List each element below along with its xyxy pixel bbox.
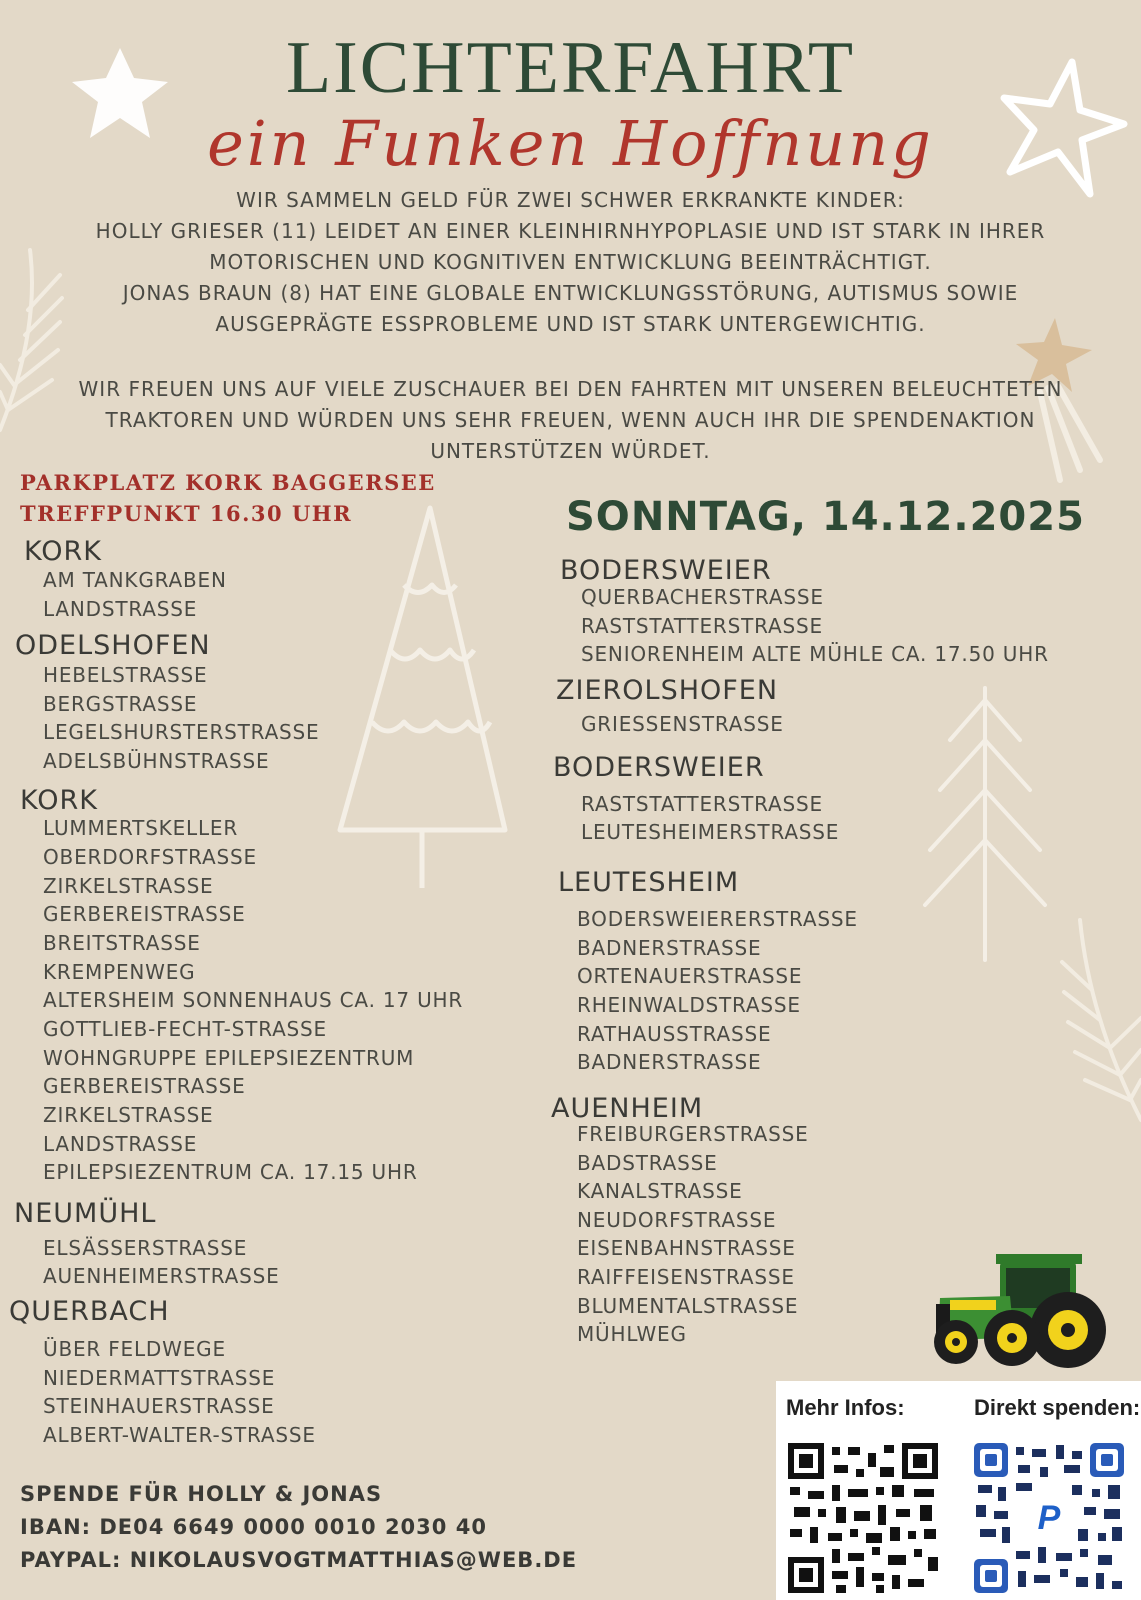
route-street: STEINHAUERSTRASSE xyxy=(43,1394,275,1418)
route-street: RAIFFEISENSTRASSE xyxy=(577,1265,795,1289)
route-street: ELSÄSSERSTRASSE xyxy=(43,1236,248,1260)
qr-donate-label: Direkt spenden: xyxy=(974,1395,1141,1420)
route-location: BODERSWEIER xyxy=(560,555,772,586)
route-location: BODERSWEIER xyxy=(553,752,765,783)
route-location: ODELSHOFEN xyxy=(15,630,211,661)
intro-line: WIR FREUEN UNS AUF VIELE ZUSCHAUER BEI DEN FAHRTEN MIT UNSEREN BELEUCHTETEN xyxy=(78,377,1063,401)
svg-text:P: P xyxy=(1037,1499,1061,1537)
route-street: RASTSTATTERSTRASSE xyxy=(581,614,823,638)
route-street: BADNERSTRASSE xyxy=(577,936,762,960)
route-location: ZIEROLSHOFEN xyxy=(556,675,779,706)
route-street: RASTSTATTERSTRASSE xyxy=(581,792,823,816)
route-street: ALBERT-WALTER-STRASSE xyxy=(43,1423,316,1447)
route-street: NIEDERMATTSTRASSE xyxy=(43,1366,276,1390)
route-street: ALTERSHEIM SONNENHAUS CA. 17 UHR xyxy=(43,988,464,1012)
event-date: SONNTAG, 14.12.2025 xyxy=(566,494,1085,540)
meeting-time: TREFFPUNKT 16.30 UHR xyxy=(20,501,353,526)
fern-branch-right-icon xyxy=(1062,920,1141,1120)
route-street: EPILEPSIEZENTRUM CA. 17.15 UHR xyxy=(43,1160,418,1184)
qr-info-label: Mehr Infos: xyxy=(786,1395,905,1420)
route-street: EISENBAHNSTRASSE xyxy=(577,1236,796,1260)
route-location: KORK xyxy=(24,536,102,567)
route-street: BODERSWEIERERSTRASSE xyxy=(577,907,858,931)
route-street: FREIBURGERSTRASSE xyxy=(577,1122,809,1146)
route-street: GOTTLIEB-FECHT-STRASSE xyxy=(43,1017,327,1041)
page-subtitle: ein Funken Hoffnung xyxy=(207,107,934,180)
route-street: AM TANKGRABEN xyxy=(43,568,227,592)
route-street: LEUTESHEIMERSTRASSE xyxy=(581,820,840,844)
route-street: BERGSTRASSE xyxy=(43,692,198,716)
intro-line: TRAKTOREN UND WÜRDEN UNS SEHR FREUEN, WENN AUCH IHR DIE SPENDENAKTION xyxy=(105,408,1036,432)
donation-heading: SPENDE FÜR HOLLY & JONAS xyxy=(20,1482,383,1506)
page-title: LICHTERFAHRT xyxy=(285,27,856,109)
route-street: LUMMERTSKELLER xyxy=(43,816,239,840)
intro-line: MOTORISCHEN UND KOGNITIVEN ENTWICKLUNG BEEINTRÄCHTIGT. xyxy=(209,250,932,274)
route-street: RHEINWALDSTRASSE xyxy=(577,993,801,1017)
route-street: BADSTRASSE xyxy=(577,1151,718,1175)
tractor-icon xyxy=(934,1254,1106,1368)
donation-paypal: PAYPAL: NIKOLAUSVOGTMATTHIAS@WEB.DE xyxy=(20,1548,578,1572)
route-street: BREITSTRASSE xyxy=(43,931,201,955)
route-street: ZIRKELSTRASSE xyxy=(43,874,214,898)
route-street: HEBELSTRASSE xyxy=(43,663,208,687)
route-location: QUERBACH xyxy=(9,1296,170,1327)
intro-line: HOLLY GRIESER (11) LEIDET AN EINER KLEINHIRNHYPOPLASIE UND IST STARK IN IHRER xyxy=(95,219,1046,243)
qr-code-paypal-icon[interactable] xyxy=(974,1443,1124,1593)
route-street: WOHNGRUPPE EPILEPSIEZENTRUM xyxy=(43,1046,415,1070)
intro-line: AUSGEPRÄGTE ESSPROBLEME UND IST STARK UNTERGEWICHTIG. xyxy=(215,312,926,336)
route-street: KANALSTRASSE xyxy=(577,1179,743,1203)
route-street: ÜBER FELDWEGE xyxy=(43,1337,226,1361)
qr-code-panel xyxy=(776,1381,1141,1600)
route-street: GERBEREISTRASSE xyxy=(43,1074,246,1098)
route-location: AUENHEIM xyxy=(551,1093,704,1124)
intro-line: UNTERSTÜTZEN WÜRDET. xyxy=(430,439,711,463)
route-street: RATHAUSSTRASSE xyxy=(577,1022,772,1046)
intro-paragraph-2 xyxy=(40,374,1101,467)
route-street: LANDSTRASSE xyxy=(43,597,198,621)
route-street: BLUMENTALSTRASSE xyxy=(577,1294,799,1318)
intro-paragraph xyxy=(40,185,1101,340)
qr-code-info-icon[interactable] xyxy=(788,1443,938,1593)
pine-tree-line-icon xyxy=(925,688,1045,960)
route-street: ZIRKELSTRASSE xyxy=(43,1103,214,1127)
route-street: LANDSTRASSE xyxy=(43,1132,198,1156)
route-street: BADNERSTRASSE xyxy=(577,1050,762,1074)
route-street: QUERBACHERSTRASSE xyxy=(581,585,824,609)
route-street: GERBEREISTRASSE xyxy=(43,902,246,926)
route-location: KORK xyxy=(20,785,98,816)
route-street: SENIORENHEIM ALTE MÜHLE CA. 17.50 UHR xyxy=(581,642,1049,666)
route-street: ADELSBÜHNSTRASSE xyxy=(43,749,270,773)
route-street: NEUDORFSTRASSE xyxy=(577,1208,777,1232)
intro-line: WIR SAMMELN GELD FÜR ZWEI SCHWER ERKRANKTE KINDER: xyxy=(236,188,905,212)
intro-line: JONAS BRAUN (8) HAT EINE GLOBALE ENTWICKLUNGSSTÖRUNG, AUTISMUS SOWIE xyxy=(122,281,1019,305)
route-street: KREMPENWEG xyxy=(43,960,196,984)
route-location: LEUTESHEIM xyxy=(558,867,740,898)
route-street: LEGELSHURSTERSTRASSE xyxy=(43,720,320,744)
donation-iban: IBAN: DE04 6649 0000 0010 2030 40 xyxy=(20,1515,487,1539)
route-street: ORTENAUERSTRASSE xyxy=(577,964,803,988)
christmas-tree-outline-icon xyxy=(340,508,505,888)
route-street: OBERDORFSTRASSE xyxy=(43,845,257,869)
route-location: NEUMÜHL xyxy=(14,1198,157,1229)
route-street: GRIESSENSTRASSE xyxy=(581,712,784,736)
route-street: MÜHLWEG xyxy=(577,1322,687,1346)
meeting-place: PARKPLATZ KORK BAGGERSEE xyxy=(20,470,436,495)
route-street: AUENHEIMERSTRASSE xyxy=(43,1264,280,1288)
